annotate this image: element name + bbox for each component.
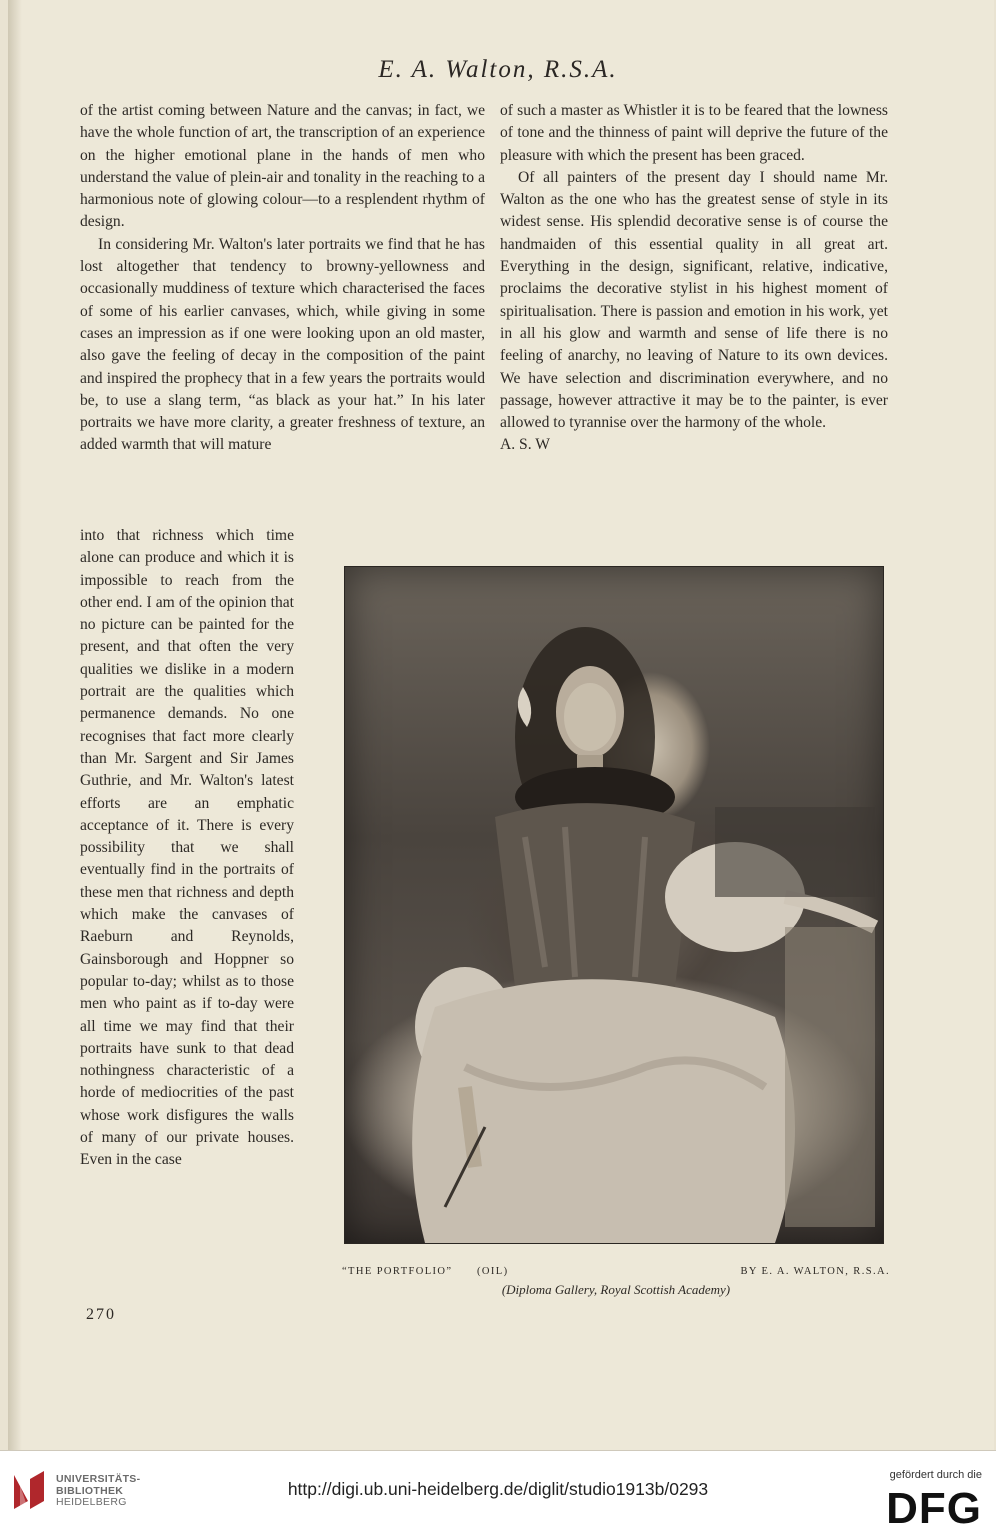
caption-artist: BY E. A. WALTON, R.S.A. [740, 1266, 890, 1277]
caption-medium: (OIL) [477, 1266, 509, 1277]
left-column-narrow [80, 525, 294, 1172]
paragraph: Of all painters of the present day I should name Mr. Walton as the one who has the greatest sense of style in its widest sense. His splendid decorative sense is of course the handmaiden of this essential quality in all great art. Everything in the design, significant, relative, indicative, proclaims the decorative stylist in his highest moment of spiritualisation. There is passion and emotion in his work, yet in all his glow and warmth and sense of life there is no feeling of anarchy, no leaving of Nature to its own devices. We have selection and discrimination everywhere, and no passage, however attractive it may be to the painter, is ever allowed to tyrannise over the harmony of the whole. [500, 168, 888, 432]
right-column [500, 100, 888, 457]
portrait-painting [344, 566, 884, 1244]
painting-sketch [345, 567, 883, 1243]
running-head: E. A. Walton, R.S.A. [378, 56, 618, 83]
left-column-top [80, 100, 485, 457]
sponsor-text: gefördert durch die [889, 1469, 982, 1481]
library-name-line: UNIVERSITÄTS- [56, 1473, 141, 1485]
paragraph: into that richness which time alone can produce and which it is impossible to reach from the other end. I am of the opinion that no picture can be painted for the present, and that often the very qualities we dislike in a modern portrait are the qualities which permanence demands. No one recognises that fact more clearly than Mr. Sargent and Sir James Guthrie, and Mr. Walton's latest efforts are an emphatic acceptance of it. There is every possibility that we shall eventually find in the portraits of these men that richness and depth which make the canvases of Raeburn and Reynolds, Gainsborough and Hoppner so popular to-day; whilst as to those men who paint as if to-day were all time we may find that their portraits have sunk to that dead nothingness characteristic of a horde of mediocrities of the past whose work disfigures the walls of many of our private houses. Even in the case [80, 527, 294, 1169]
caption-title: “THE PORTFOLIO” [342, 1266, 453, 1277]
page-gutter-shadow [8, 0, 22, 1536]
dfg-logo: DFG [886, 1484, 982, 1533]
permalink-url[interactable]: http://digi.ub.uni-heidelberg.de/diglit/studio1913b/0293 [287, 1479, 709, 1499]
digitization-footer [0, 1450, 996, 1537]
paragraph: In considering Mr. Walton's later portraits we find that he has lost altogether that tendency to browny-yellowness and occasionally muddiness of texture which characterised the faces of some of his earlier canvases, which, while giving in some cases an impression as if one were looking upon an old master, also gave the feeling of decay in the composition of the paint and inspired the prophecy that in a few years the portraits would be, to use a slang term, “as black as your hat.” In his later portraits we have more clarity, a greater freshness of texture, an added warmth that will mature [80, 235, 485, 454]
paragraph: of the artist coming between Nature and the canvas; in fact, we have the whole function of art, the transcription of an experience on the higher emotional plane in the hands of men who understand the value of plein-air and tonality in the reaching to a harmonious note of glowing colour—to a resplendent rhythm of design. [80, 102, 485, 231]
page-number: 270 [86, 1306, 116, 1323]
caption-collection: (Diploma Gallery, Royal Scottish Academy) [501, 1282, 731, 1297]
author-signature: A. S. W [500, 436, 550, 454]
library-name-line: HEIDELBERG [56, 1496, 127, 1508]
paragraph: of such a master as Whistler it is to be feared that the lowness of tone and the thinness of paint will deprive the future of the pleasure with which the present has been graced. [500, 102, 888, 164]
library-name-line: BIBLIOTHEK [56, 1484, 124, 1497]
